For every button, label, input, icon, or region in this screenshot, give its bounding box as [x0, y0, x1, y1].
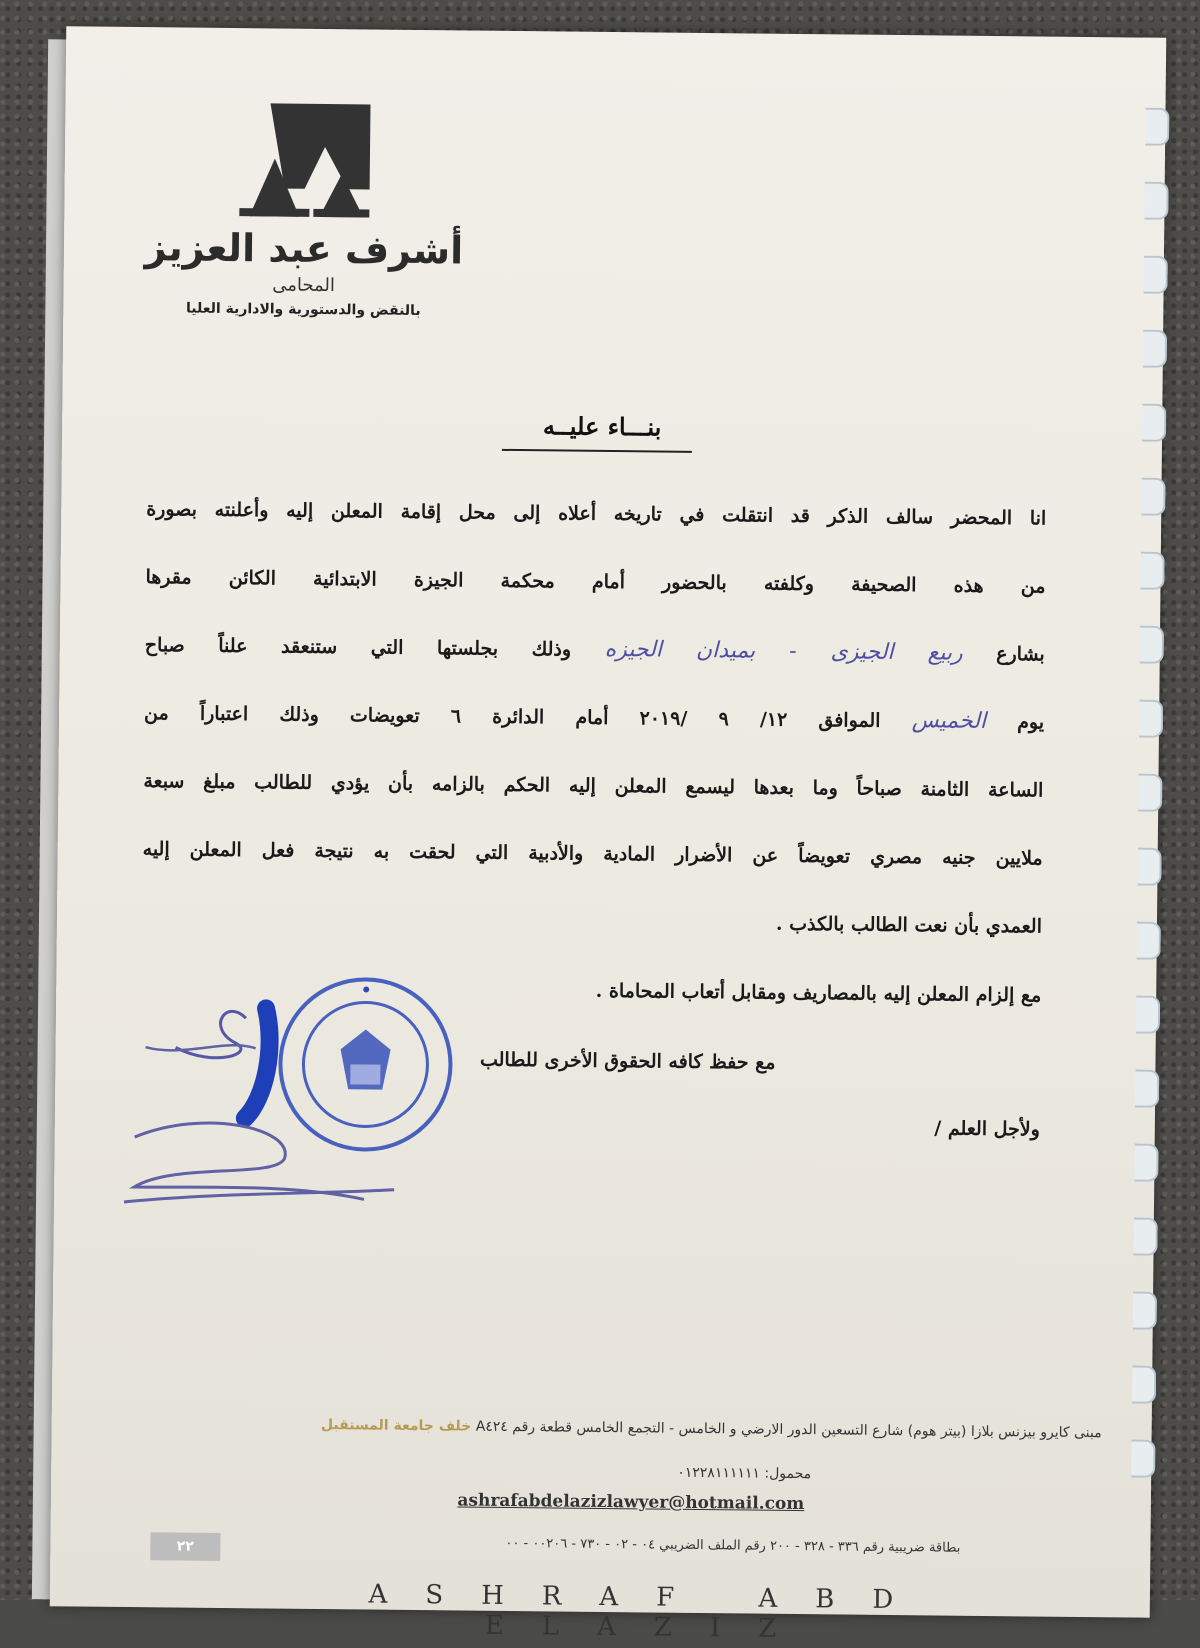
footer-mobile: محمول: ٠١٢٢٨١١١١١١ — [677, 1464, 812, 1483]
body-line — [143, 761, 1044, 838]
body-line-text: انا المحضر سالف الذكر قد انتقلت في تاريخه أعلاه إلى محل إقامة المعلن إليه وأعلنته بصورة — [146, 498, 1047, 530]
binding-ring — [1140, 626, 1164, 664]
notice-body — [141, 489, 1046, 974]
binding-ring — [1142, 404, 1166, 442]
footer-brand: ASHRAF ABD ELAZIZ — [368, 1579, 932, 1645]
official-stamp-icon — [269, 968, 461, 1160]
binding-ring — [1137, 922, 1161, 960]
footer-plot: A٤٢٤ — [475, 1418, 508, 1435]
heading-underline — [502, 449, 692, 453]
footer-address-line: مبنى كايرو بيزنس بلازا (بيتر هوم) شارع التسعين الدور الارضي و الخامس - التجمع الخامس قطعة رقم — [512, 1419, 1102, 1442]
document-page — [50, 26, 1166, 1645]
body-line-text: الساعة الثامنة صباحاً وما بعدها ليسمع المعلن إليه الحكم بالزامه بأن يؤدي للطالب مبلغ سبعة — [143, 770, 1044, 802]
binding-ring — [1135, 1070, 1159, 1108]
body-line-text: بشارع — [962, 642, 1045, 666]
body-line-text: ملايين جنيه مصري تعويضاً عن الأضرار المادية والأدبية التي لحقت به نتيجة فعل المعلن إليه — [142, 838, 1043, 870]
document-heading: بنـــاء عليــه — [542, 411, 662, 442]
footer-tax-info: بطاقة ضريبية رقم ٣٣٦ - ٣٢٨ - ٢٠٠ رقم الملف الضريبي ٠٤ - ٠٢ - ٧٣٠ - ٠٠٢٠٦ - ٠٠ — [505, 1535, 961, 1556]
firm-role: المحامى — [272, 274, 336, 297]
binding-ring — [1133, 1292, 1157, 1330]
binding-ring — [1145, 108, 1169, 146]
closing-notice: ولأجل العلم / — [934, 1117, 1040, 1141]
body-line — [142, 829, 1043, 906]
binding-ring — [1144, 182, 1168, 220]
binding-ring — [1137, 848, 1161, 886]
body-line-text: وذلك بجلستها التي ستنعقد علناً صباح — [144, 634, 605, 661]
letterhead — [123, 97, 485, 320]
binding-ring — [1136, 996, 1160, 1034]
footer-email: ashrafabdelazizlawyer@hotmail.com — [457, 1490, 805, 1515]
body-line-text: يوم — [985, 710, 1045, 734]
body-line-text: الموافق ١٢/ ٩ /٢٠١٩ أمام الدائرة ٦ تعويضات وذلك اعتباراً من — [143, 702, 912, 733]
binding-ring — [1140, 552, 1164, 590]
body-line — [141, 897, 1042, 974]
binding-ring — [1138, 774, 1162, 812]
firm-logo-icon — [229, 98, 380, 220]
binding-ring — [1139, 700, 1163, 738]
binding-ring — [1134, 1144, 1158, 1182]
page-number: ٢٢ — [150, 1532, 220, 1561]
firm-specialty: بالنقض والدستورية والادارية العليا — [185, 300, 421, 320]
body-line — [144, 625, 1045, 702]
body-line-text: من هذه الصحيفة وكلفته بالحضور أمام محكمة الجيزة الابتدائية الكائن مقرها — [145, 566, 1046, 598]
binding-ring — [1133, 1218, 1157, 1256]
body-line — [145, 557, 1046, 634]
binding-ring — [1141, 478, 1165, 516]
closing-rights: مع حفظ كافه الحقوق الأخرى للطالب — [479, 1048, 776, 1074]
binding-ring — [1144, 256, 1168, 294]
binding-ring — [1143, 330, 1167, 368]
footer-landmark: خلف جامعة المستقبل — [320, 1417, 472, 1435]
handwritten-entry: الخميس — [911, 708, 987, 734]
body-line-text: العمدي بأن نعت الطالب بالكذب . — [775, 912, 1043, 938]
body-line — [146, 489, 1047, 566]
footer-address — [132, 1415, 1102, 1441]
binding-ring — [1132, 1366, 1156, 1404]
body-line — [144, 693, 1045, 770]
firm-name: أشرف عبد العزيز — [144, 225, 464, 273]
binding-ring — [1131, 1440, 1155, 1478]
handwritten-entry: ربيع الجيزى - بميدان الجيزه — [604, 636, 963, 666]
closing-costs: مع إلزام المعلن إليه بالمصاريف ومقابل أتعاب المحاماة . — [595, 979, 1042, 1007]
